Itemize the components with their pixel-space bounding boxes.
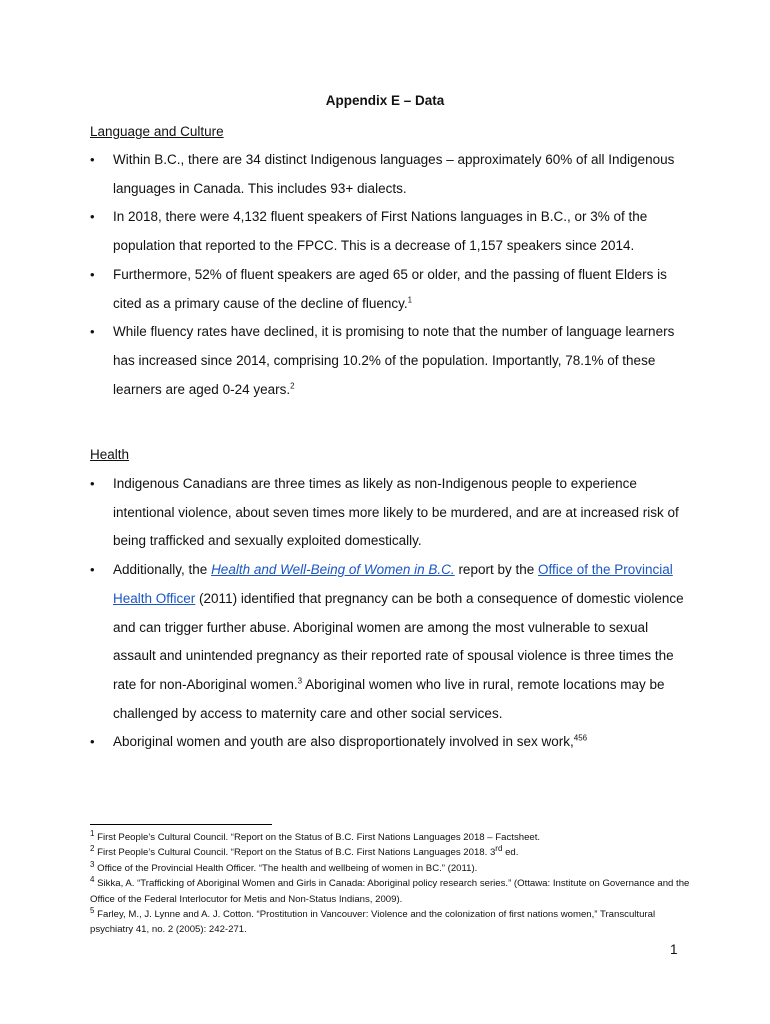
health-officer-link[interactable]: Office of the Provincial Health Officer: [113, 562, 673, 606]
list-item: • Indigenous Canadians are three times as likely as non-Indigenous people to experience intentional violence, about seven times more likely to be murdered, and are at increased risk of being trafficked and sexually exploited domestically.: [90, 470, 690, 556]
list-item: • While fluency rates have declined, it is promising to note that the number of language learners has increased since 2014, comprising 10.2% of the population. Importantly, 78.1% of these learners are aged 0-24 years.$^2$: [90, 318, 690, 404]
list-item: • In 2018, there were 4,132 fluent speakers of First Nations languages in B.C., or 3% of the population that reported to the FPCC. This is a decrease of 1,157 speakers since 2014.: [90, 203, 690, 260]
section-heading-health: Health: [90, 447, 130, 462]
footnote-ref[interactable]: 456: [573, 733, 588, 743]
footnote-ref[interactable]: 3: [297, 676, 303, 686]
list-item: • Aboriginal women and youth are also disproportionately involved in sex work,$^{456}$: [90, 728, 690, 757]
language-bullet-list: [90, 146, 690, 404]
footnote: $^2$ First People’s Cultural Council. “Report on the Status of B.C. First Nations Languages 2018. 3rd ed.: [90, 844, 519, 859]
footnote: $^5$ Farley, M., J. Lynne and A. J. Cotton. “Prostitution in Vancouver: Violence and the colonization of first nations women,” Transcultural psychiatry 41, no. 2 (2005): 242-271.: [90, 905, 656, 936]
list-item: • Within B.C., there are 34 distinct Indigenous languages – approximately 60% of all Indigenous languages in Canada. This includes 93+ dialects.: [90, 146, 690, 203]
section-heading-language: Language and Culture: [90, 124, 224, 139]
footnote: $^3$ Office of the Provincial Health Officer. “The health and wellbeing of women in BC.” (2011).: [90, 859, 478, 874]
footnote-ref[interactable]: 1: [407, 295, 413, 305]
footnote-separator: [90, 824, 272, 825]
page-number: 1: [670, 942, 678, 957]
footnote: $^4$ Sikka, A. “Trafficking of Aboriginal Women and Girls in Canada: Aboriginal policy research series.” (Ottawa: Institute on Governance and the Office of the Federal Interlocutor for Metis and Non-Status Indians, 2009).: [90, 875, 690, 905]
footnote-ref[interactable]: 2: [290, 381, 295, 391]
footnote: $^1$ First People’s Cultural Council. “Report on the Status of B.C. First Nations Languages 2018 – Factsheet.: [90, 828, 541, 843]
list-item: • Additionally, the Health and Well-Being of Women in B.C. report by the Office of the Provincial Health Officer (2011) identified that pregnancy can be both a consequence of domestic violence and can trigger further abuse. Aboriginal women are among the most vulnerable to sexual assault and unintended pregnancy as their reported rate of spousal violence is three times the rate for non-Aboriginal women.$^3$ Aboriginal women who live in rural, remote locations may be challenged by access to maternity care and other social services.: [90, 556, 690, 728]
footnotes: [90, 830, 690, 938]
report-link[interactable]: Health and Well-Being of Women in B.C.: [211, 562, 455, 578]
health-bullet-list: [90, 470, 690, 757]
list-item: • Furthermore, 52% of fluent speakers are aged 65 or older, and the passing of fluent Elders is cited as a primary cause of the decline of fluency.$^1$: [90, 261, 690, 318]
page-title: Appendix E – Data: [325, 93, 445, 108]
